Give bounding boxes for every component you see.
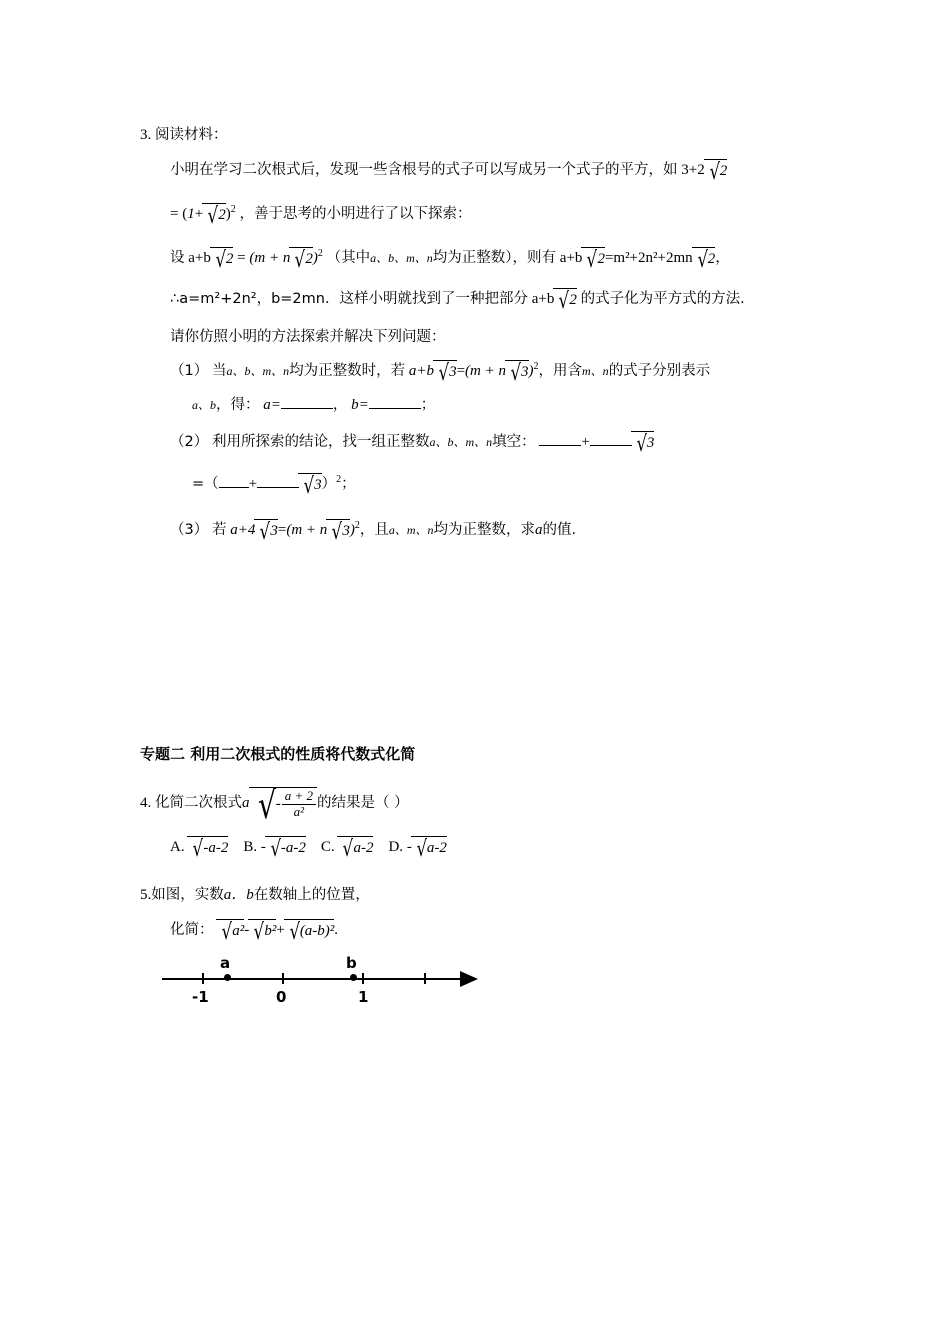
q1-c: ，用含 [538, 363, 583, 380]
radicand: a² [232, 923, 245, 940]
problem-3-q3 [170, 516, 840, 546]
q2-b: 填空： [492, 434, 536, 451]
q1-l2-text: ，得： [216, 397, 260, 414]
p2-pow: 2 [230, 204, 236, 215]
p3-pow: 2 [317, 248, 323, 260]
problem-4 [140, 783, 840, 863]
sqrt-2-icon: √2 [693, 247, 716, 270]
plus-sign: + [276, 922, 285, 939]
q1-b: 均为正整数时，若 [289, 363, 406, 380]
p2-plus: + [194, 206, 204, 222]
q1-d: 的式子分别表示 [608, 363, 711, 380]
q1-l2-vars: a、b [192, 398, 217, 413]
p2-rparen: ) [225, 206, 231, 222]
p2-one: 1 [187, 206, 195, 222]
q3-close: ) [349, 522, 355, 539]
sqrt-3-icon: √3 [299, 473, 322, 496]
option-b-label: B. [243, 839, 258, 856]
p3-mid2: 均为正整数），则有 [432, 250, 557, 267]
q2-l2-plus: + [248, 476, 258, 493]
p3-end: ， [715, 250, 730, 267]
q2-label: （2） [170, 434, 209, 451]
radicand: 2 [218, 207, 226, 224]
q3-b: ，且 [359, 522, 389, 539]
label-minus-1: -1 [192, 988, 209, 1007]
p3-set: 设 [170, 250, 185, 267]
problem-4-number: 4. [140, 795, 152, 812]
q2-blank-2[interactable] [590, 445, 632, 446]
p2-tail: ，善于思考的小明进行了以下探索： [239, 206, 472, 222]
q1-vars: a、b、m、n [226, 364, 290, 379]
problem-4-stem [140, 783, 840, 828]
problem-5-expression [170, 919, 840, 946]
sqrt-3-icon: √3 [632, 431, 655, 454]
p2-eq: = [170, 206, 179, 222]
problem-3-number: 3. [140, 127, 152, 143]
sqrt-2-icon: √2 [203, 203, 226, 226]
sqrt-icon: √-a-2 [188, 836, 228, 859]
radicand: 2 [707, 251, 716, 268]
problem-3-title: 阅读材料： [155, 127, 228, 143]
number-line-axis [162, 978, 462, 980]
q1-close: ) [528, 363, 534, 380]
q1-semi: ； [420, 397, 436, 414]
sqrt-2-icon: √2 [705, 159, 728, 182]
p3-close: ) [312, 250, 318, 267]
sqrt-2-icon: √2 [582, 247, 605, 270]
problem-5-a: 如图，实数 [151, 887, 224, 904]
q2-blank-3[interactable] [219, 487, 249, 488]
radicand: 3 [314, 477, 322, 494]
problem-3-q1-line2 [192, 395, 840, 415]
p3-vars: a、b、m、n [370, 251, 433, 266]
fraction-numerator: a + 2 [284, 788, 313, 804]
minus-sign: - [244, 922, 250, 939]
q3-expr-l: a+4 [230, 522, 256, 539]
q1-answer-a-blank[interactable] [281, 408, 333, 409]
tick-1 [362, 973, 364, 984]
problem-4-options [170, 836, 840, 863]
p3-expr: (m + n [249, 250, 291, 267]
radicand: 2 [225, 251, 234, 268]
p2-lparen: ( [182, 206, 188, 222]
problem-4-b: 的结果是（ ） [317, 795, 409, 812]
q1-answer-b-blank[interactable] [369, 408, 421, 409]
q1-comma: ， [332, 397, 348, 414]
sqrt-3-icon: √3 [255, 519, 278, 542]
p3-eq: = [237, 250, 246, 267]
q1-answer-a-label: a= [263, 397, 281, 414]
sqrt-b2-icon: √b² [249, 919, 276, 942]
section-2-heading [140, 744, 840, 765]
radicand: 2 [719, 163, 728, 179]
p3-ab2: a+b [559, 250, 583, 267]
q2-l2-eq: =（ [192, 476, 219, 493]
sqrt-a2-icon: √a² [217, 919, 244, 942]
p3-mid: （其中 [326, 250, 371, 267]
section-2-heading-text: 专题二 利用二次根式的性质将代数式化简 [140, 745, 416, 764]
problem-5-number: 5. [140, 887, 152, 904]
radicand: a-2 [353, 840, 374, 857]
option-d-sign: - [406, 839, 412, 856]
option-d-label: D. [388, 839, 404, 856]
radicand: 3 [521, 364, 529, 381]
sqrt-icon: √a-2 [412, 836, 447, 859]
p4-b: 的式子化为平方式的方法． [580, 291, 755, 308]
q2-l2-semi: ； [341, 476, 356, 493]
problem-3-paragraph-5 [170, 327, 840, 347]
q1-label: （1） [170, 363, 209, 380]
option-a-label: A. [170, 839, 185, 856]
problem-3-paragraph-1 [170, 159, 840, 185]
radicand: 2 [597, 251, 605, 268]
q1-pow: 2 [533, 361, 539, 373]
radicand: 3 [646, 435, 655, 452]
number-line-arrow-icon [460, 971, 478, 987]
option-c-label: C. [320, 839, 335, 856]
radicand: 2 [569, 292, 577, 309]
p1-text: 小明在学习二次根式后，发现一些含根号的式子可以写成另一个式子的平方，如 [170, 161, 678, 178]
radicand: b² [264, 923, 277, 940]
q1-a: 当 [211, 363, 227, 380]
sqrt-fraction-icon: √- $\frac{a + 2}{\text{a²}}$ [250, 787, 318, 820]
spacer-work-area [140, 544, 840, 744]
q1-expr-r: (m + n [465, 363, 506, 380]
number-line-figure [162, 952, 492, 1012]
q2-l2-pow: 2 [336, 474, 342, 486]
q3-pow: 2 [354, 520, 360, 532]
p4-ab: a+b [531, 291, 555, 308]
tick-0 [282, 973, 284, 984]
sqrt-2-icon: √2 [554, 288, 577, 311]
problem-5-stem [140, 885, 840, 905]
radicand: a-2 [426, 840, 447, 857]
problem-3-q2-line2 [192, 470, 840, 500]
option-a[interactable] [170, 837, 232, 863]
radicand: -a-2 [203, 840, 229, 857]
q2-blank-1[interactable] [539, 445, 581, 446]
p1-expr: 3+2 [681, 161, 705, 178]
neg-sign: - [275, 796, 281, 813]
problem-3-paragraph-4 [170, 288, 840, 315]
q3-vars: a、m、n [388, 523, 434, 538]
tick-minus-1 [202, 973, 204, 984]
label-b: b [346, 954, 357, 973]
problem-5-vars: a．b [223, 887, 254, 904]
q3-var: a [535, 522, 543, 539]
option-d[interactable] [388, 837, 447, 863]
label-1: 1 [358, 988, 369, 1007]
label-0: 0 [276, 988, 287, 1007]
q3-eq: = [277, 522, 287, 539]
problem-3-header [140, 125, 840, 145]
problem-4-a: 化简二次根式 [155, 795, 242, 812]
fraction [282, 789, 316, 820]
sqrt-3-icon: √3 [434, 360, 457, 383]
option-c[interactable] [320, 837, 377, 863]
q2-a: 利用所探索的结论，找一组正整数 [211, 434, 430, 451]
page-content [140, 125, 840, 1012]
problem-3-paragraph-3 [170, 244, 840, 274]
option-b-sign: - [260, 839, 266, 856]
radicand: 3 [270, 523, 278, 540]
sqrt-2-icon: √2 [290, 247, 313, 270]
problem-3 [140, 125, 840, 546]
fraction-denominator: a² [282, 804, 316, 820]
problem-5-b: 在数轴上的位置， [253, 887, 370, 904]
p3-ab: a+b [188, 250, 211, 267]
q1-eq: = [456, 363, 466, 380]
p4-a: ∴a=m²+2n²，b=2mn．这样小明就找到了一种把部分 [170, 291, 528, 308]
q3-c: 均为正整数，求 [433, 522, 536, 539]
radicand: 3 [449, 364, 457, 381]
q2-plus: + [581, 434, 590, 451]
q3-d: 的值. [542, 522, 577, 539]
q3-label: （3） [170, 522, 209, 539]
q1-answer-b-label: b= [351, 397, 369, 414]
q3-expr-r: (m + n [286, 522, 328, 539]
tick-extra [424, 973, 426, 984]
period: . [334, 922, 339, 939]
q1-vars2: m、n [582, 364, 609, 379]
problem-4-var: a [242, 795, 250, 812]
q3-a: 若 [211, 522, 227, 539]
problem-3-q2 [170, 431, 840, 458]
sqrt-3-icon: √3 [327, 519, 350, 542]
p5: 请你仿照小明的方法探索并解决下列问题： [170, 329, 446, 346]
option-b[interactable] [243, 837, 309, 863]
q2-l2-close: ） [321, 476, 337, 493]
radicand: 2 [305, 251, 313, 268]
problem-5 [140, 885, 840, 1012]
q2-vars: a、b、m、n [429, 435, 493, 450]
sqrt-ab2-icon: √(a-b)² [285, 919, 335, 942]
q2-blank-4[interactable] [257, 487, 299, 488]
q1-expr-l: a+b [408, 363, 435, 380]
radicand: 3 [342, 523, 350, 540]
sqrt-icon: √-a-2 [266, 836, 306, 859]
p3-eq2: =m²+2n²+2mn [604, 250, 693, 267]
sqrt-3-icon: √3 [506, 360, 529, 383]
radicand: -a-2 [280, 840, 306, 857]
problem-3-q1 [170, 357, 840, 387]
problem-3-paragraph-2 [170, 200, 840, 230]
label-a: a [220, 954, 231, 973]
radicand: (a-b)² [299, 923, 335, 940]
problem-5-c: 化简： [170, 922, 214, 939]
sqrt-2-icon: √2 [211, 247, 234, 270]
sqrt-icon: √a-2 [338, 836, 373, 859]
